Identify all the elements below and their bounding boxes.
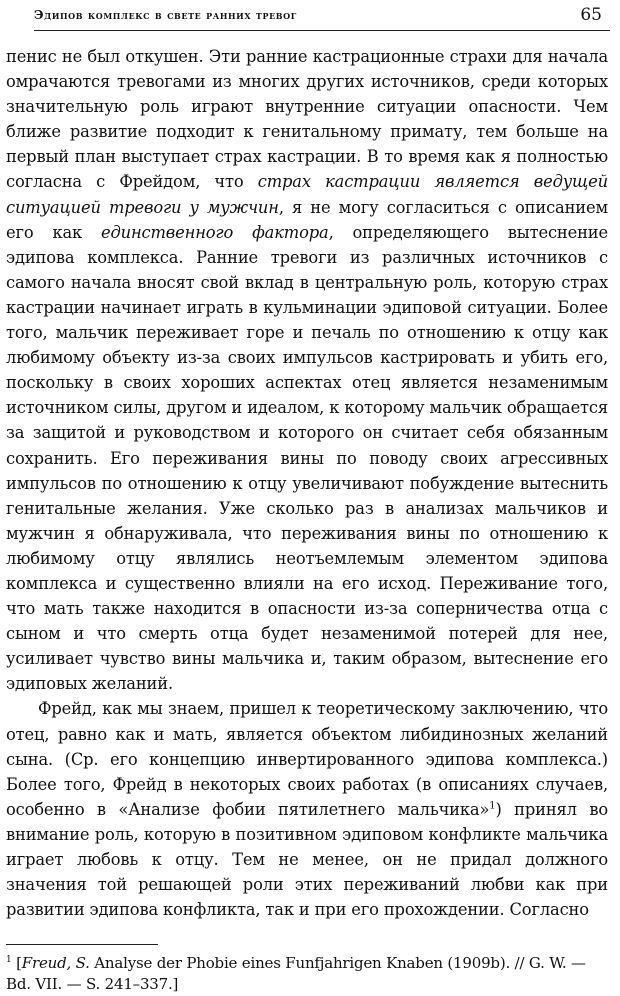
chapter-title: Эдипов комплекс в свете ранних тревог [34, 8, 297, 22]
paragraph [6, 696, 608, 922]
text-run: ) принял во внимание роль, которую в позитивном эдиповом конфликте мальчика играет любовь к отцу. Тем не менее, он не придал должного значения той решающей роли этих переживаний любви как при развитии эдипова конфликта, так и при его прохождении. Согласно [6, 799, 608, 920]
footnote-divider [6, 944, 158, 945]
footnote [6, 950, 608, 995]
text-run: , определяющего вытеснение эдипова комплекса. Ранние тревоги из различных источников с самого начала вносят свой вклад в центральную роль, которую страх кастрации начинает играть в кульминации эдиповой ситуации. Более того, мальчик переживает горе и печаль по отношению к отцу как любимому объекту из-за своих импульсов кастрировать и убить его, поскольку в своих хороших аспектах отец является незаменимым источником силы, другом и идеалом, к которому мальчик обращается за защитой и руководством и которого он считает себя обязанным сохранить. Его переживания вины по поводу своих агрессивных импульсов по отношению к отцу увеличивают побуждение вытеснить генитальные желания. Уже сколько раз в анализах мальчиков и мужчин я обнаруживала, что переживания вины по отношению к любимому отцу являлись неотъемлемым элементом эдипова комплекса и существенно влияли на его исход. Переживание того, что мать также находится в опасности из-за соперничества отца с сыном и что смерть отца будет незаменимой потерей для нее, усиливает чувство вины мальчика и, таким образом, вытеснение его эдиповых желаний. [6, 222, 608, 694]
italic-emphasis: страх кастрации является ведущей ситуацией тревоги у мужчин [6, 172, 608, 217]
footnote-text: Analyse der Phobie eines Funfjahrigen Knaben (1909b). // G. W. — Bd. VII. — S. 241–337.] [6, 954, 586, 993]
text-run: Фрейд, как мы знаем, пришел к теоретическому заключению, что отец, равно как и мать, является объектом либидинозных желаний сына. (Ср. его концепцию инвертированного эдипова комплекса.) Более того, Фрейд в некоторых своих работах (в описаниях случаев, особенно в «Анализе фобии пятилетнего мальчика» [6, 699, 608, 819]
header-divider [34, 30, 610, 31]
page-number: 65 [580, 5, 602, 25]
text-run: пенис не был откушен. Эти ранние кастрационные страхи для начала омрачаются тревогами из многих других источников, среди которых значительную роль играют внутренние ситуации опасности. Чем ближе развитие подходит к генитальному примату, тем больше на первый план выступает страх кастрации. В то время как я полностью согласна с Фрейдом, что [6, 47, 608, 192]
running-header [34, 4, 610, 26]
text-run: , я не могу согласиться с описанием его как [6, 197, 608, 242]
footnote-bracket: [ [16, 954, 22, 972]
footnote-author: Freud, S. [21, 954, 90, 972]
body-text [6, 44, 608, 922]
italic-emphasis: единственного фактора [100, 222, 329, 242]
footnote-reference[interactable]: 1 [489, 800, 496, 812]
paragraph [6, 44, 608, 696]
footnote-marker: 1 [6, 955, 12, 965]
